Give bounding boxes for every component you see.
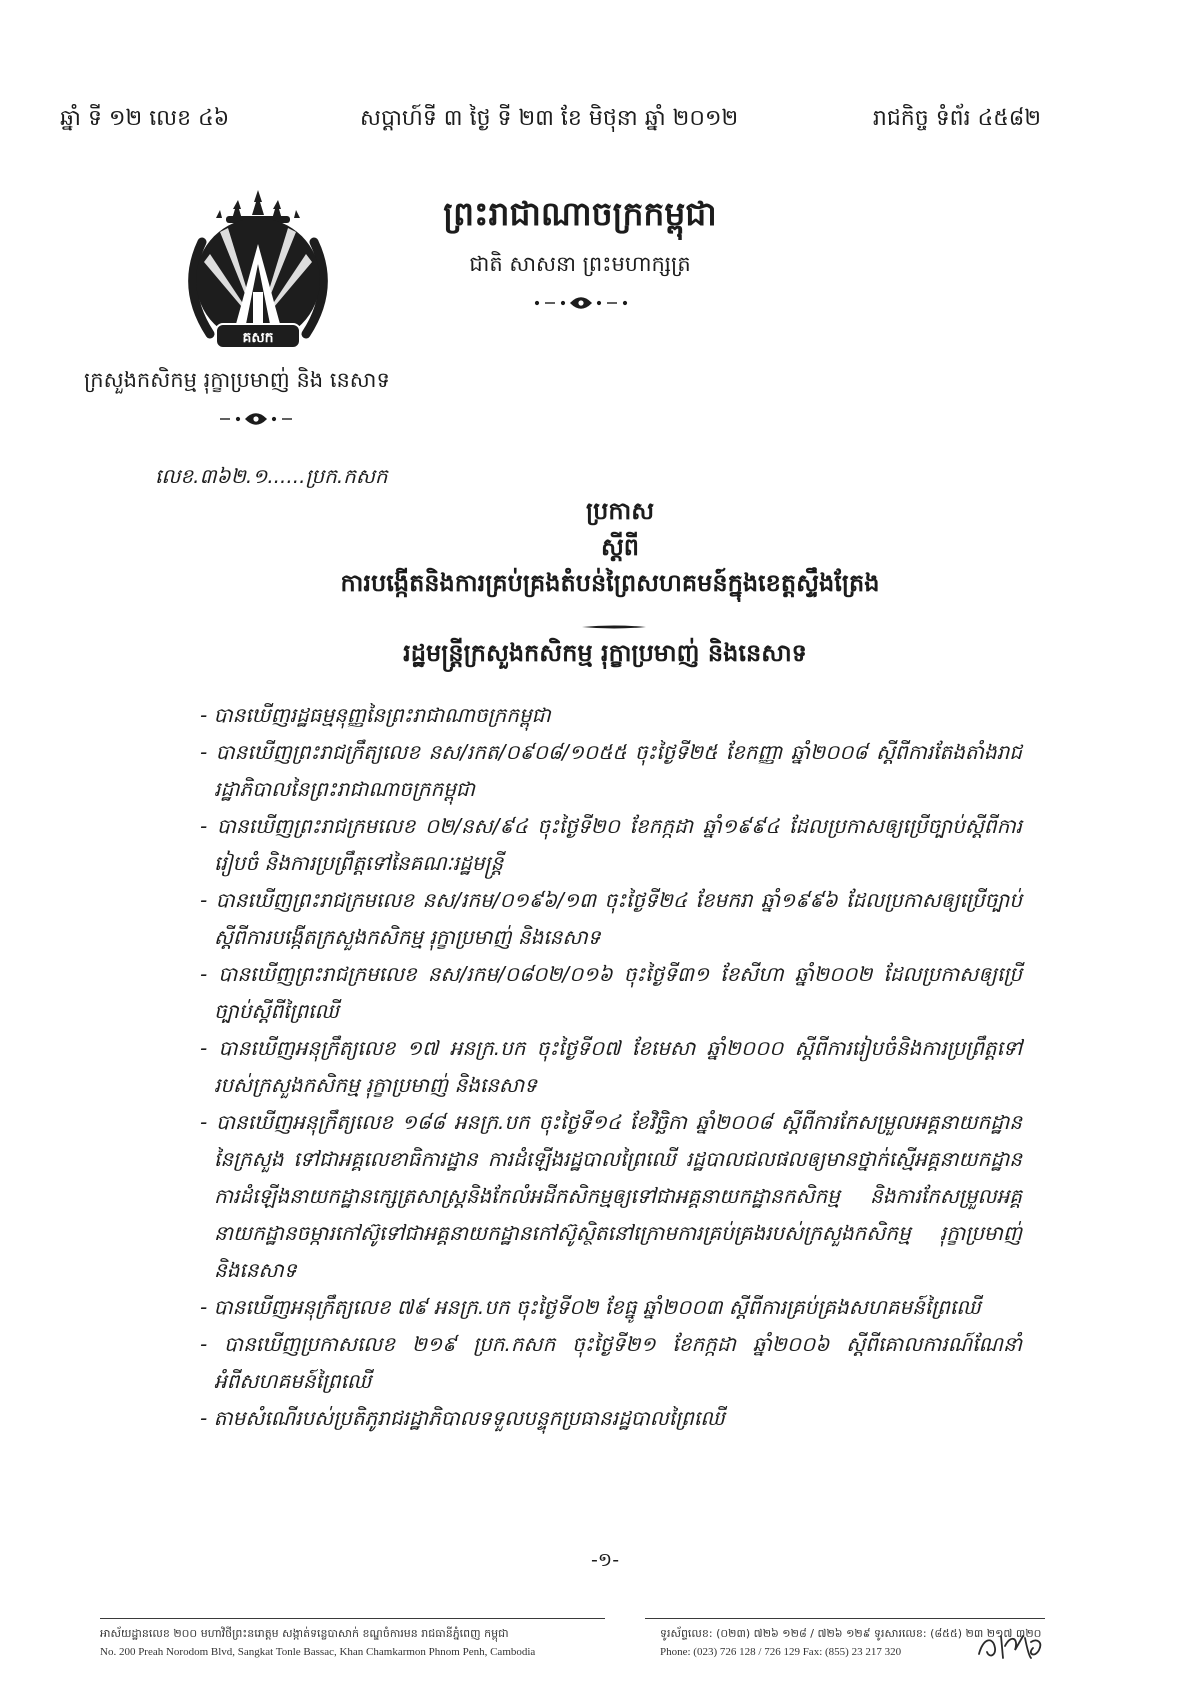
signature-initials bbox=[975, 1628, 1047, 1664]
document-issuer: រដ្ឋមន្ត្រីក្រសួងកសិកម្ម រុក្ខាប្រមាញ់ និងនេសាទ bbox=[403, 639, 807, 667]
ministry-name: ក្រសួងកសិកម្ម រុក្ខាប្រមាញ់ និង នេសាទ bbox=[84, 368, 390, 392]
emblem-lettering: គសក bbox=[242, 330, 274, 346]
gazette-page: រាជកិច្ច ទំព័រ ៤៥៨២ bbox=[872, 106, 1041, 131]
kingdom-motto: ជាតិ សាសនា ព្រះមហាក្សត្រ bbox=[469, 252, 691, 276]
citation-item: - បានឃើញព្រះរាជក្រមលេខ នស/រកម/០១៩៦/១៣ ចុះថ្ងៃទី២៤ ខែមករា ឆ្នាំ១៩៩៦ ដែលប្រកាសឲ្យប្រើច្បាប់ស្តីពីការបង្កើតក្រសួងកសិកម្ម រុក្ខាប្រមាញ់ និងនេសាទ bbox=[200, 888, 1022, 949]
document-about: ស្តីពី bbox=[600, 533, 640, 561]
kingdom-title: ព្រះរាជាណាចក្រកម្ពុជា bbox=[443, 194, 717, 233]
citation-item: - បានឃើញព្រះរាជក្រឹត្យលេខ នស/រកត/០៩០៨/១០៥៥ ចុះថ្ងៃទី២៥ ខែកញ្ញា ឆ្នាំ២០០៨ ស្តីពីការតែងតាំងរាជរដ្ឋាភិបាលនៃព្រះរាជាណាចក្រកម្ពុជា bbox=[200, 740, 1022, 801]
document-type: ប្រកាស bbox=[585, 497, 655, 525]
gazette-date: សប្តាហ៍ទី ៣ ថ្ងៃ ទី ២៣ ខែ មិថុនា ឆ្នាំ ២០១២ bbox=[360, 106, 739, 131]
citation-item: - បានឃើញអនុក្រឹត្យលេខ ៧៩ អនក្រ.បក ចុះថ្ងៃទី០២ ខែធ្នូ ឆ្នាំ២០០៣ ស្តីពីការគ្រប់គ្រងសហគមន៍ព្រៃឈើ bbox=[200, 1295, 981, 1319]
citation-item: - បានឃើញព្រះរាជក្រមលេខ ០២/នស/៩៤ ចុះថ្ងៃទី២០ ខែកក្កដា ឆ្នាំ១៩៩៤ ដែលប្រកាសឲ្យប្រើច្បាប់ស្តីពីការរៀបចំ និងការប្រព្រឹត្តទៅនៃគណៈរដ្ឋមន្ត្រី bbox=[200, 814, 1022, 875]
citation-item: - បានឃើញអនុក្រឹត្យលេខ ១៧ អនក្រ.បក ចុះថ្ងៃទី០៧ ខែមេសា ឆ្នាំ២០០០ ស្តីពីការរៀបចំនិងការប្រព្រឹត្តទៅរបស់ក្រសួងកសិកម្ម រុក្ខាប្រមាញ់ និងនេសាទ bbox=[200, 1036, 1022, 1097]
footer-rule bbox=[100, 1618, 605, 1619]
citation-item: - បានឃើញប្រកាសលេខ ២១៩ ប្រក.កសក ចុះថ្ងៃទី២១ ខែកក្កដា ឆ្នាំ២០០៦ ស្តីពីគោលការណ៍ណែនាំអំពីសហគមន៍ព្រៃឈើ bbox=[200, 1332, 1022, 1393]
citation-list bbox=[200, 697, 1022, 1527]
reference-number: លេខ.៣៦២.១......ប្រក.កសក bbox=[155, 464, 388, 488]
footer-phone-english: Phone: (023) 726 128 / 726 129 Fax: (855) 23 217 320 bbox=[660, 1646, 902, 1658]
footer-rule bbox=[645, 1618, 1045, 1619]
divider-flourish-icon bbox=[582, 616, 646, 624]
citation-item: - បានឃើញអនុក្រឹត្យលេខ ១៨៨ អនក្រ.បក ចុះថ្ងៃទី១៤ ខែវិច្ឆិកា ឆ្នាំ២០០៨ ស្តីពីការកែសម្រួលអគ្គនាយកដ្ឋាននៃក្រសួង ទៅជាអគ្គលេខាធិការដ្ឋាន ការដំឡើងរដ្ឋបាលព្រៃឈើ រដ្ឋបាលជលផលឲ្យមានថ្នាក់ស្មើអគ្គនាយកដ្ឋាន ការដំឡើងនាយកដ្ឋានក្សេត្រសាស្ត្រនិងកែលំអដីកសិកម្មឲ្យទៅជាអគ្គនាយកដ្ឋានកសិកម្ម និងការកែសម្រួលអគ្គនាយកដ្ឋានចម្ការកៅស៊ូទៅជាអគ្គនាយកដ្ឋានកៅស៊ូស្ថិតនៅក្រោមការគ្រប់គ្រងរបស់ក្រសួងកសិកម្ម រុក្ខាប្រមាញ់ និងនេសាទ bbox=[200, 1110, 1022, 1282]
ornament-flourish-icon bbox=[529, 294, 633, 310]
page-number: -១- bbox=[590, 1549, 620, 1571]
ministry-emblem-icon bbox=[176, 188, 340, 358]
footer-address-english: No. 200 Preah Norodom Blvd, Sangkat Tonle Bassac, Khan Chamkarmon Phnom Penh, Cambodia bbox=[100, 1646, 536, 1658]
citation-item: - បានឃើញរដ្ឋធម្មនុញ្ញនៃព្រះរាជាណាចក្រកម្ពុជា bbox=[200, 703, 551, 727]
footer-address-khmer: អាស័យដ្ឋានលេខ ២០០ មហាវិថីព្រះនរោត្តម សង្កាត់ទន្លេបាសាក់ ខណ្ឌចំការមន រាជធានីភ្នំពេញ កម្ពុជា bbox=[100, 1627, 509, 1640]
document-subject: ការបង្កើតនិងការគ្រប់គ្រងតំបន់ព្រៃសហគមន៍ក្នុងខេត្តស្ទឹងត្រែង bbox=[340, 569, 880, 597]
gazette-issue: ឆ្នាំ ទី ១២ លេខ ៤៦ bbox=[60, 106, 230, 131]
ornament-flourish-icon bbox=[214, 410, 298, 426]
footer-phone-khmer: ទូរស័ព្ទលេខ: (០២៣) ៧២៦ ១២៨ / ៧២៦ ១២៩ ទូរសារលេខ: (៨៥៥) ២៣ ២១៧ ៣២០ bbox=[660, 1627, 1042, 1640]
emblem-graphic bbox=[176, 188, 340, 358]
citation-item: - តាមសំណើរបស់ប្រតិភូរាជរដ្ឋាភិបាលទទួលបន្ទុកប្រធានរដ្ឋបាលព្រៃឈើ bbox=[200, 1406, 725, 1430]
citation-item: - បានឃើញព្រះរាជក្រមលេខ នស/រកម/០៨០២/០១៦ ចុះថ្ងៃទី៣១ ខែសីហា ឆ្នាំ២០០២ ដែលប្រកាសឲ្យប្រើច្បាប់ស្តីពីព្រៃឈើ bbox=[200, 962, 1022, 1023]
